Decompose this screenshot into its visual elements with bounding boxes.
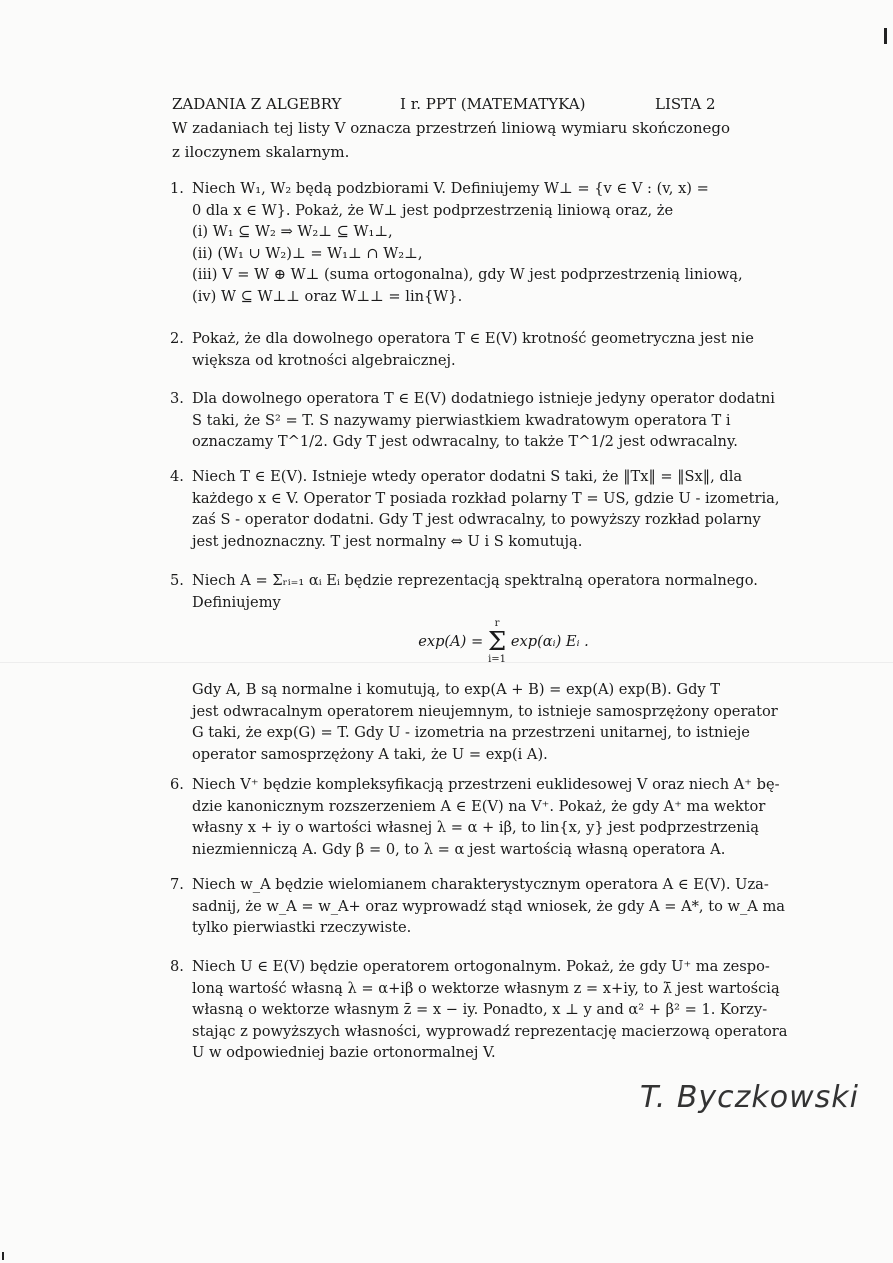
problem-body [192, 874, 815, 939]
problem-line: Pokaż, że dla dowolnego operatora T ∈ E(V) krotność geometryczna jest nie [192, 330, 754, 347]
problem-body [192, 570, 815, 765]
problem-4 [170, 466, 815, 552]
intro-line-2: z iloczynem skalarnym. [172, 143, 350, 161]
sum-upper-limit: r [494, 618, 500, 629]
problem-body [192, 178, 815, 307]
formula-left: exp(A) = [418, 633, 484, 650]
course-title: ZADANIA Z ALGEBRY [172, 95, 342, 113]
problem-item: (iv) W ⊆ W⊥⊥ oraz W⊥⊥ = lin{W}. [192, 287, 463, 305]
problem-line: G taki, że exp(G) = T. Gdy U - izometria na przestrzeni unitarnej, to istnieje [192, 724, 750, 741]
problem-line: stając z powyższych własności, wyprowadź reprezentację macierzową operatora [192, 1022, 788, 1040]
problem-line: większa od krotności algebraicznej. [192, 351, 456, 369]
problem-number: 8. [170, 958, 184, 975]
summation-sign [488, 619, 506, 665]
edge-mark-top-right [884, 28, 887, 44]
problem-item: (i) W₁ ⊆ W₂ ⇒ W₂⊥ ⊆ W₁⊥, [192, 223, 393, 240]
problem-body [192, 774, 815, 860]
problem-line: operator samosprzężony A taki, że U = exp(i A). [192, 745, 548, 763]
problem-item: (iii) V = W ⊕ W⊥ (suma ortogonalna), gdy W jest podprzestrzenią liniową, [192, 266, 743, 283]
problem-number: 1. [170, 180, 184, 197]
problem-line: niezmienniczą A. Gdy β = 0, to λ = α jest wartością własną operatora A. [192, 840, 726, 858]
problem-number: 7. [170, 876, 184, 893]
problem-line: jest jednoznaczny. T jest normalny ⇔ U i S komutują. [192, 532, 583, 550]
problem-line: Niech A = Σᵣᵢ₌₁ αᵢ Eᵢ będzie reprezentacją spektralną operatora normalnego. [192, 572, 758, 589]
problem-body [192, 956, 815, 1064]
problem-line: sadnij, że w_A = w_A+ oraz wyprowadź stąd wniosek, że gdy A = A*, to w_A ma [192, 897, 785, 915]
problem-number: 6. [170, 776, 184, 793]
problem-body [192, 466, 815, 552]
sum-lower-limit: i=1 [488, 654, 507, 665]
document-header [172, 92, 812, 164]
handwritten-signature: T. Byczkowski [640, 1080, 860, 1115]
problem-number: 3. [170, 390, 184, 407]
problem-line: Niech W₁, W₂ będą podzbiorami V. Definiujemy W⊥ = {v ∈ V : (v, x) = [192, 180, 709, 197]
problem-line: Dla dowolnego operatora T ∈ E(V) dodatniego istnieje jedyny operator dodatni [192, 390, 775, 407]
problem-item: (ii) (W₁ ∪ W₂)⊥ = W₁⊥ ∩ W₂⊥, [192, 244, 423, 262]
problem-line: Niech T ∈ E(V). Istnieje wtedy operator dodatni S taki, że ‖Tx‖ = ‖Sx‖, dla [192, 468, 743, 485]
problem-line: loną wartość własną λ = α+iβ o wektorze własnym z = x+iy, to λ̄ jest wartością [192, 979, 780, 997]
problem-line: Niech V⁺ będzie kompleksyfikacją przestrzeni euklidesowej V oraz niech A⁺ bę- [192, 776, 780, 793]
title-row [172, 92, 812, 116]
problem-line: tylko pierwiastki rzeczywiste. [192, 919, 412, 936]
problem-line: 0 dla x ∈ W}. Pokaż, że W⊥ jest podprzestrzenią liniową oraz, że [192, 201, 674, 219]
problem-6 [170, 774, 815, 860]
problem-line: własną o wektorze własnym z̄ = x − iy. Ponadto, x ⊥ y and α² + β² = 1. Korzy- [192, 1001, 768, 1018]
problem-3 [170, 388, 815, 453]
problem-line: jest odwracalnym operatorem nieujemnym, to istnieje samosprzężony operator [192, 702, 778, 720]
list-number: LISTA 2 [655, 95, 716, 113]
problem-line: U w odpowiedniej bazie ortonormalnej V. [192, 1044, 496, 1061]
problem-7 [170, 874, 815, 939]
problem-line: Niech w_A będzie wielomianem charakterystycznym operatora A ∈ E(V). Uza- [192, 876, 769, 893]
problem-line: S taki, że S² = T. S nazywamy pierwiastkiem kwadratowym operatora T i [192, 411, 731, 429]
problem-line: zaś S - operator dodatni. Gdy T jest odwracalny, to powyższy rozkład polarny [192, 511, 761, 528]
problem-number: 4. [170, 468, 184, 485]
problem-line: każdego x ∈ V. Operator T posiada rozkład polarny T = US, gdzie U - izometria, [192, 489, 780, 507]
problem-line: Niech U ∈ E(V) będzie operatorem ortogonalnym. Pokaż, że gdy U⁺ ma zespo- [192, 958, 770, 975]
problem-body [192, 328, 815, 371]
course-level: I r. PPT (MATEMATYKA) [400, 95, 586, 113]
problem-8 [170, 956, 815, 1064]
problem-line: Gdy A, B są normalne i komutują, to exp(A + B) = exp(A) exp(B). Gdy T [192, 681, 721, 698]
edge-mark-bottom-left [2, 1252, 4, 1260]
formula-right: exp(αᵢ) Eᵢ . [510, 633, 589, 650]
problem-line: dzie kanonicznym rozszerzeniem A ∈ E(V) na V⁺. Pokaż, że gdy A⁺ ma wektor [192, 797, 766, 815]
problem-5 [170, 570, 815, 765]
problem-line: własny x + iy o wartości własnej λ = α + iβ, to lin{x, y} jest podprzestrzenią [192, 819, 759, 836]
problem-number: 5. [170, 572, 184, 589]
intro-line-1: W zadaniach tej listy V oznacza przestrzeń liniową wymiaru skończonego [172, 119, 730, 137]
problem-line: oznaczamy T^1/2. Gdy T jest odwracalny, to także T^1/2 jest odwracalny. [192, 433, 738, 450]
problem-1 [170, 178, 815, 307]
problem-number: 2. [170, 330, 184, 347]
problem-line: Definiujemy [192, 593, 281, 611]
problem-body [192, 388, 815, 453]
problem-2 [170, 328, 815, 371]
sum-symbol: Σ [487, 627, 507, 657]
exp-definition-formula [192, 619, 815, 665]
